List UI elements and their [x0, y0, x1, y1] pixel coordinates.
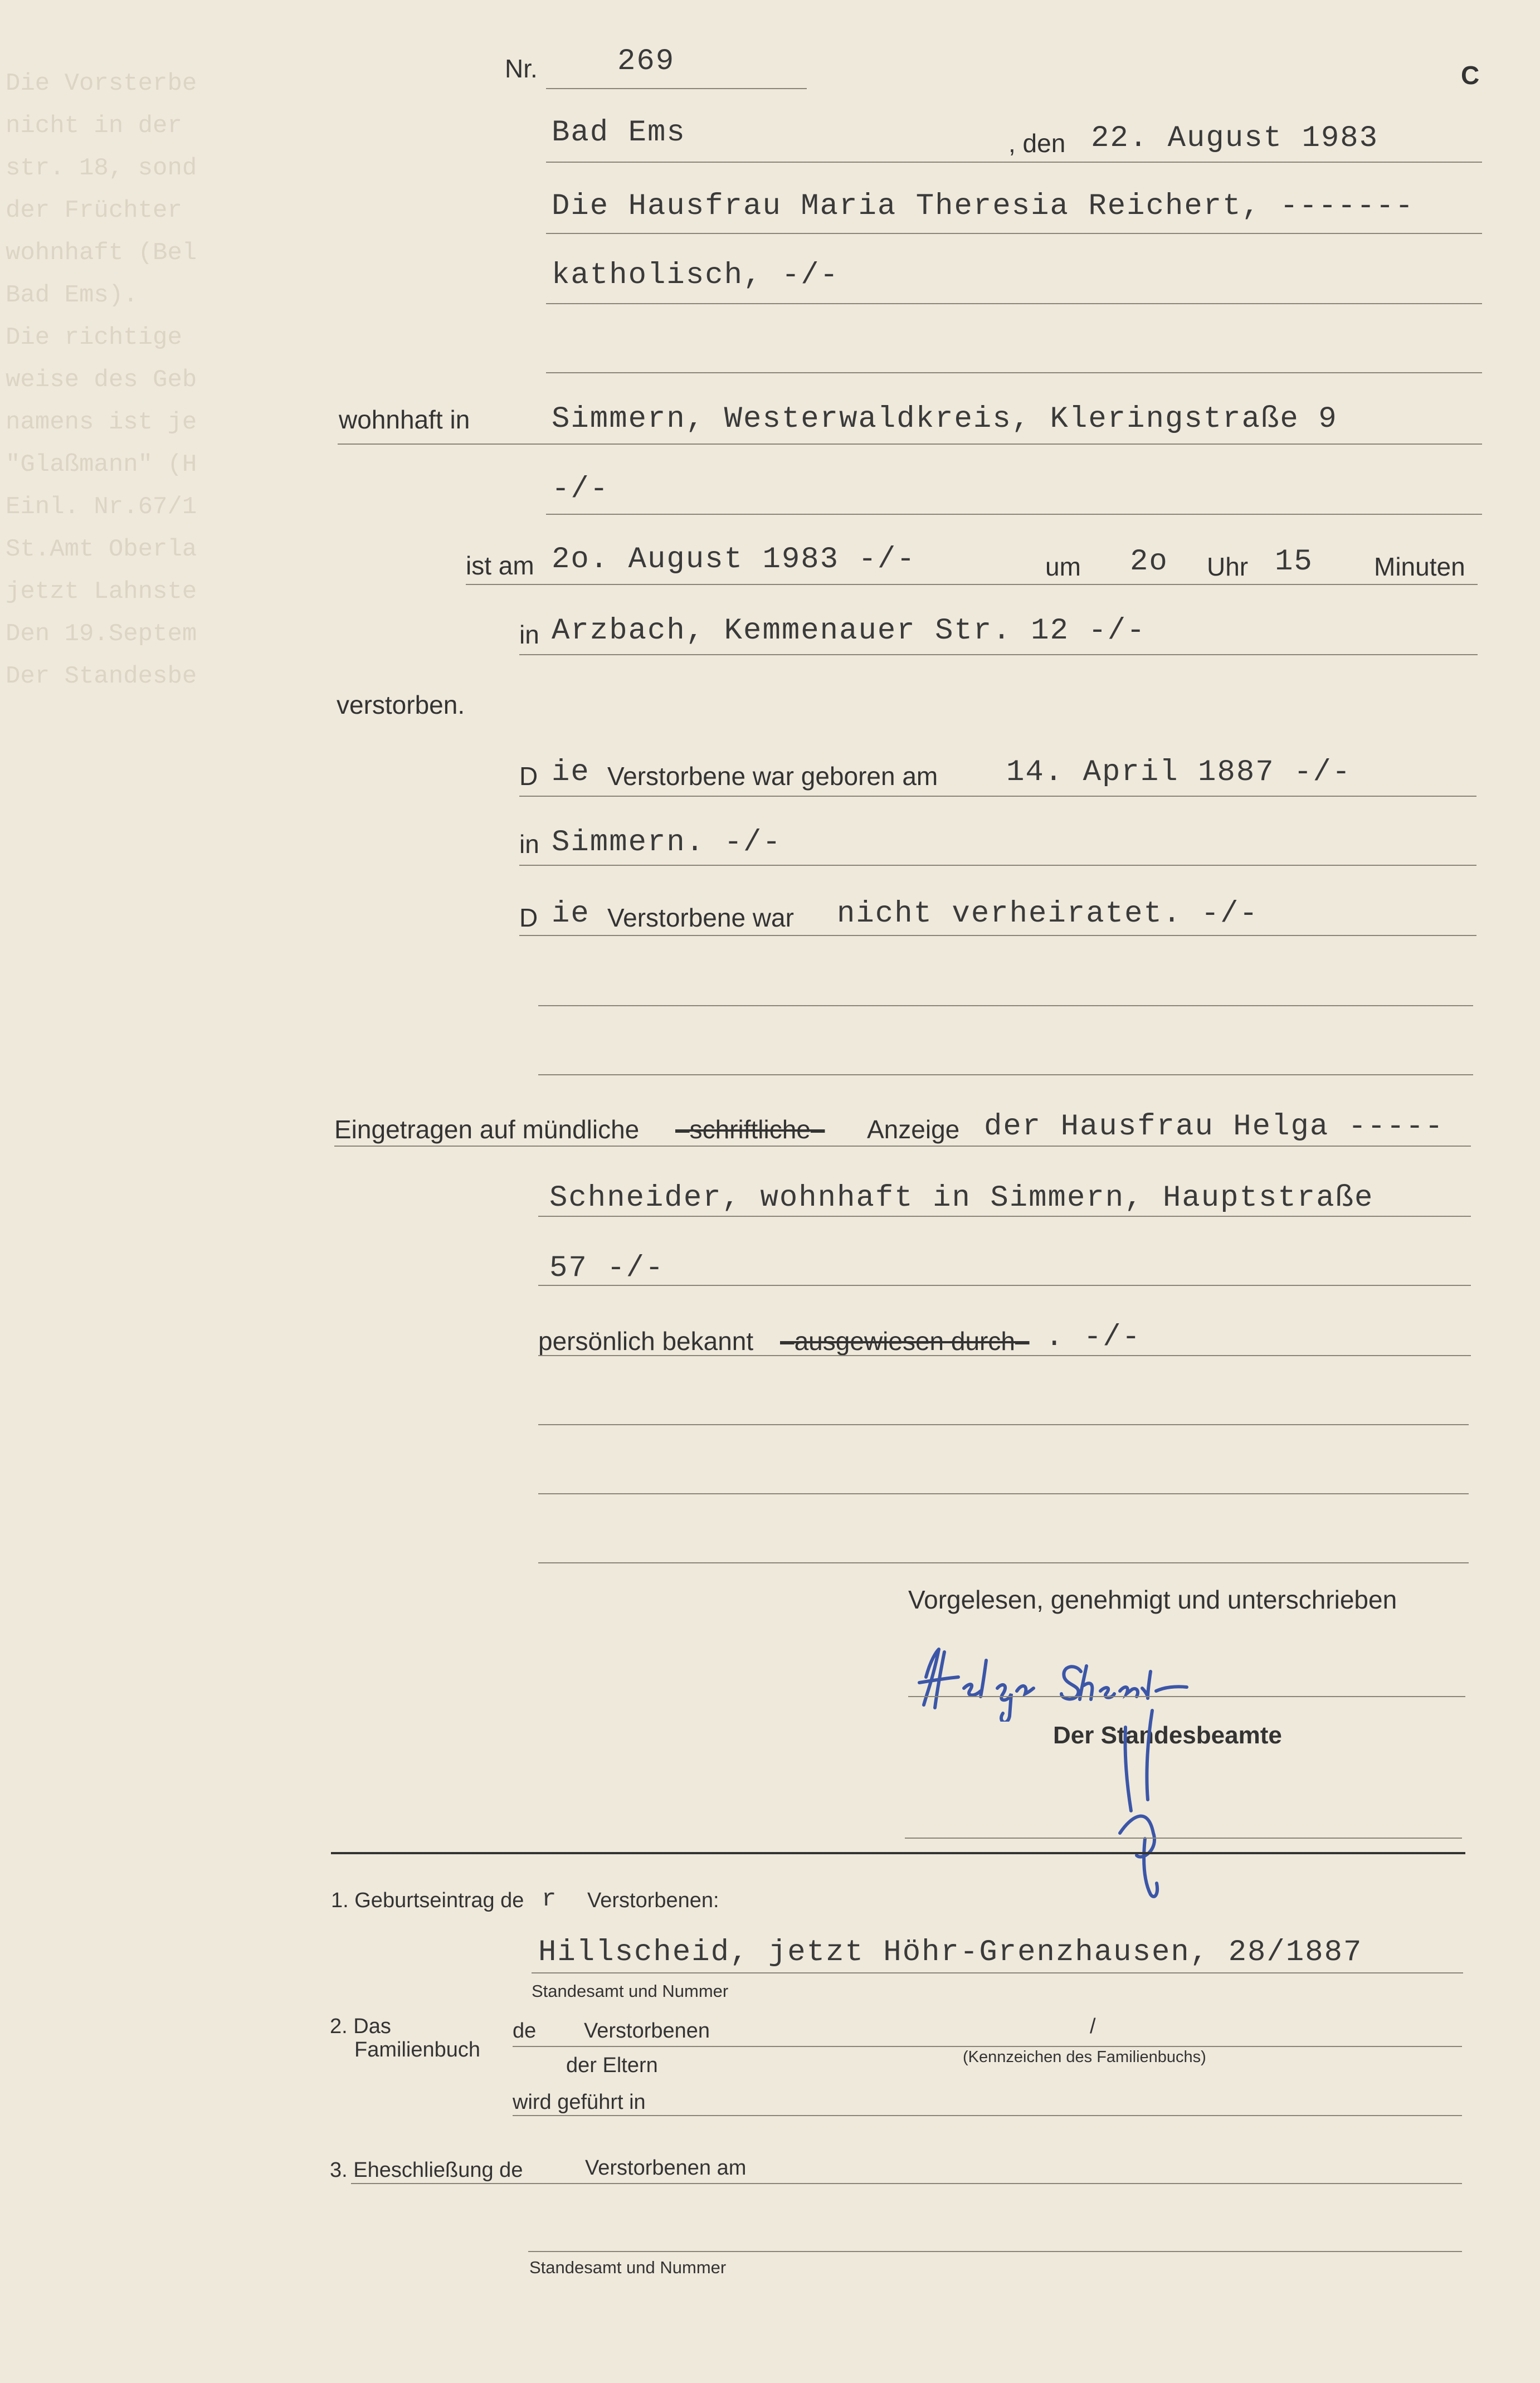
empty-line-5	[538, 1493, 1469, 1494]
empty-line-6	[538, 1562, 1469, 1563]
informant-line3: 57 -/-	[549, 1251, 665, 1285]
informant-line2-underline	[538, 1216, 1471, 1217]
informant-line2: Schneider, wohnhaft in Simmern, Hauptstraße	[549, 1181, 1374, 1215]
s2-gefuehrt: wird geführt in	[513, 2090, 646, 2114]
bekannt-tail: . -/-	[1045, 1320, 1142, 1354]
empty-line-4	[538, 1424, 1469, 1425]
birth-date-underline	[519, 796, 1476, 797]
wohnhaft-label: wohnhaft in	[339, 405, 470, 434]
marital-underline	[519, 935, 1476, 936]
s3-label: 3. Eheschließung de	[330, 2158, 523, 2182]
death-place-underline	[519, 654, 1478, 655]
informant-line1-underline	[334, 1146, 1471, 1147]
registrar-signature-underline	[905, 1838, 1462, 1839]
s3-standesamt: Standesamt und Nummer	[529, 2258, 727, 2277]
s2-slash: /	[1090, 2015, 1096, 2038]
standesbeamte-label: Der Standesbeamte	[1053, 1722, 1282, 1749]
marital-label: Verstorbene war	[607, 903, 794, 932]
born-prefix: D	[519, 762, 538, 791]
marital-ie: ie	[552, 897, 590, 931]
s2-label: Familienbuch	[354, 2038, 480, 2062]
date-value: 22. August 1983	[1091, 121, 1379, 155]
born-label: Verstorbene war geboren am	[607, 762, 938, 791]
nr-label: Nr.	[505, 54, 538, 83]
place-underline	[546, 162, 1482, 163]
record-number: 269	[617, 45, 675, 79]
s2-kennzeichen: (Kennzeichen des Familienbuchs)	[963, 2048, 1206, 2066]
s2-eltern: der Eltern	[566, 2054, 658, 2077]
residence-line1: Simmern, Westerwaldkreis, Kleringstraße 9	[552, 402, 1338, 436]
residence-line2: -/-	[552, 472, 610, 506]
s1-value: Hillscheid, jetzt Höhr-Grenzhausen, 28/1887	[538, 1936, 1363, 1970]
residence-line1-underline	[338, 444, 1482, 445]
s1-label2: Verstorbenen:	[587, 1889, 719, 1912]
s2-de: de	[513, 2019, 537, 2043]
s1-standesamt: Standesamt und Nummer	[532, 1981, 729, 2001]
s2-line2	[513, 2115, 1462, 2116]
marital-prefix: D	[519, 903, 538, 932]
informant-line1: der Hausfrau Helga -----	[984, 1110, 1444, 1144]
person-line2-underline	[546, 303, 1482, 304]
birth-place: Simmern. -/-	[552, 826, 782, 860]
s1-label: 1. Geburtseintrag de	[331, 1889, 524, 1912]
place-value: Bad Ems	[552, 116, 686, 150]
ist-am-label: ist am	[466, 551, 534, 580]
marital-status: nicht verheiratet. -/-	[837, 897, 1259, 931]
person-line1: Die Hausfrau Maria Theresia Reichert, -------	[552, 189, 1415, 223]
empty-line-3	[538, 1074, 1473, 1075]
den-label: , den	[1008, 129, 1066, 158]
corner-letter: C	[1461, 61, 1480, 90]
minuten-label: Minuten	[1374, 552, 1465, 581]
informant-line3-underline	[538, 1285, 1471, 1286]
s1-suffix: r	[542, 1885, 558, 1913]
ausgewiesen-struck: –ausgewiesen durch–	[780, 1327, 1030, 1356]
bleed-through-text: Die Vorsterbe nicht in der str. 18, sond der Früchter wohnhaft (Bel Bad Ems). Die richtige weise des Geb namens ist je "Glaßmann" (H Einl. Nr.67/1 St.Amt Oberla jetzt Lahnste Den 19.Septem Der Standesbe	[6, 70, 197, 690]
section-divider	[331, 1852, 1465, 1854]
death-date: 2o. August 1983 -/-	[552, 543, 916, 577]
informant-signature-underline	[908, 1696, 1465, 1697]
registrar-signature	[1092, 1705, 1203, 1906]
uhr-label: Uhr	[1207, 552, 1249, 581]
s2-verstorbenen: Verstorbenen	[584, 2019, 710, 2043]
s3-label2: Verstorbenen am	[585, 2156, 747, 2180]
birth-in-label: in	[519, 830, 539, 859]
person-line1-underline	[546, 233, 1482, 234]
residence-line2-underline	[546, 514, 1482, 515]
death-date-underline	[466, 584, 1478, 585]
eingetragen-label: Eingetragen auf mündliche	[334, 1115, 640, 1144]
death-place: Arzbach, Kemmenauer Str. 12 -/-	[552, 614, 1146, 648]
vorgelesen-label: Vorgelesen, genehmigt und unterschrieben	[908, 1585, 1397, 1614]
death-hour: 2o	[1130, 545, 1168, 579]
anzeige-label: Anzeige	[867, 1115, 960, 1144]
bekannt-label: persönlich bekannt	[538, 1327, 754, 1356]
death-minutes: 15	[1275, 545, 1313, 579]
um-label: um	[1045, 552, 1081, 581]
s3-line2	[528, 2251, 1462, 2252]
birth-place-underline	[519, 865, 1476, 866]
nr-underline	[546, 88, 807, 89]
schriftliche-struck: –schriftliche–	[675, 1115, 825, 1144]
death-in-label: in	[519, 620, 539, 649]
empty-line	[546, 372, 1482, 373]
s2-line1	[513, 2046, 1462, 2047]
born-ie: ie	[552, 756, 590, 790]
verstorben-label: verstorben.	[337, 690, 465, 719]
bekannt-underline	[538, 1355, 1471, 1356]
s1-underline	[532, 1972, 1463, 1973]
birth-date: 14. April 1887 -/-	[1006, 756, 1352, 790]
person-line2: katholisch, -/-	[552, 259, 840, 293]
s2-num: 2. Das	[330, 2015, 391, 2038]
s3-line1	[351, 2183, 1462, 2184]
empty-line-2	[538, 1005, 1473, 1006]
